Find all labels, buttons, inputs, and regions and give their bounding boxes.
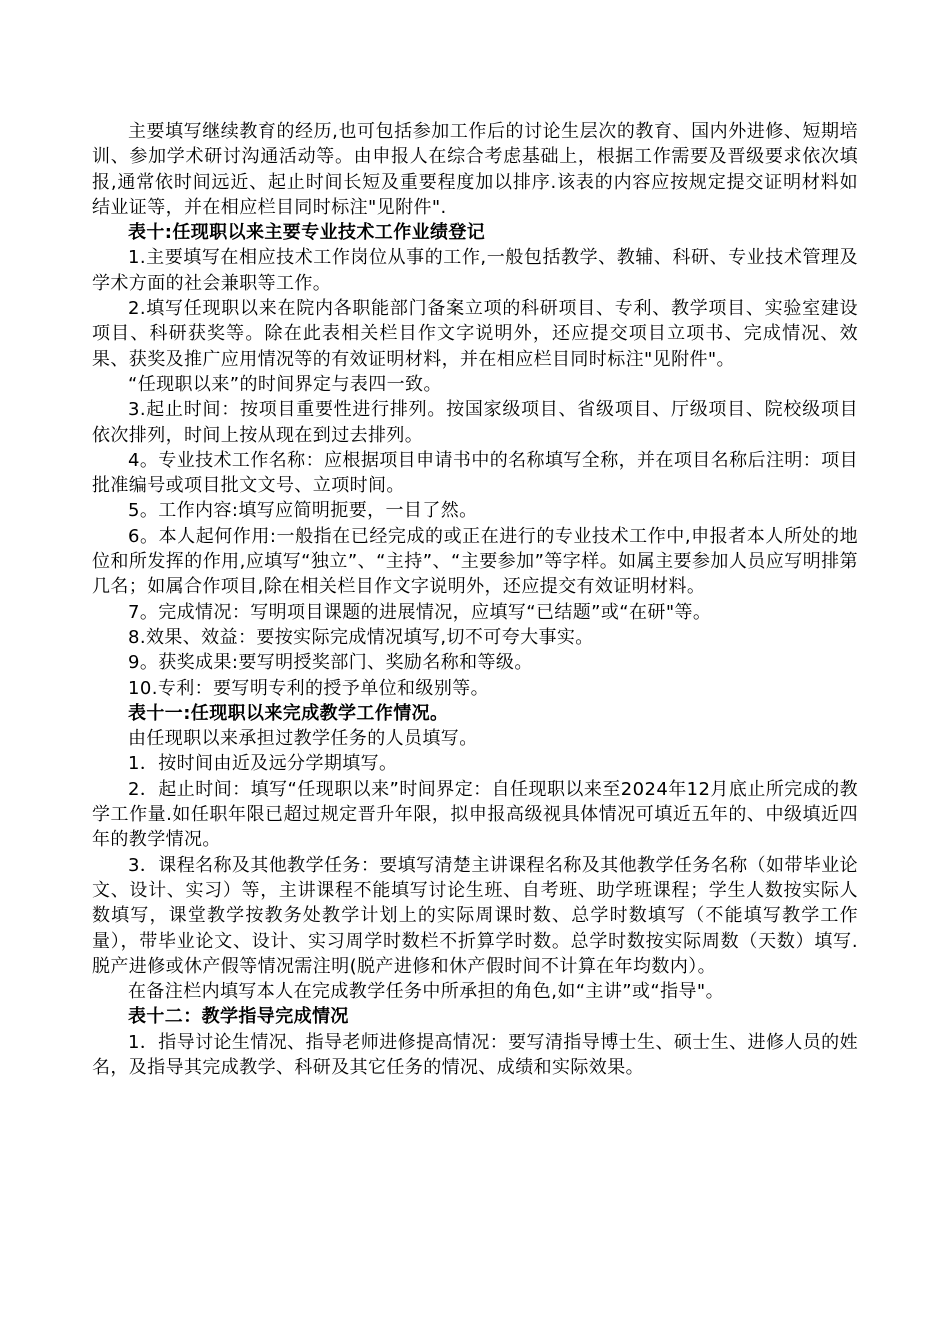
paragraph-t10-item-1: 1.主要填写在相应技术工作岗位从事的工作,一般包括教学、教辅、科研、专业技术管理及学术方面的社会兼职等工作。 [92,247,858,294]
paragraph-t11-remarks: 在备注栏内填写本人在完成教学任务中所承担的角色,如“主讲”或“指导"。 [128,981,724,1003]
paragraph-t11-intro: 由任现职以来承担过教学任务的人员填写。 [128,728,478,750]
paragraph-t11-item-3: 3．课程名称及其他教学任务：要填写清楚主讲课程名称及其他教学任务名称（如带毕业论文、设计、实习）等，主讲课程不能填写讨论生班、自考班、助学班课程；学生人数按实际人数填写，课堂教学按教务处教学计划上的实际周课时数、总学时数填写（不能填写教学工作量），带毕业论文、设计、实习周学时数栏不折算学时数。总学时数按实际周数（天数）填写.脱产进修或休产假等情况需注明(脱产进修和休产假时间不计算在年均数内）。 [92,854,858,977]
paragraph-t10-item-4: 4。专业技术工作名称：应根据项目申请书中的名称填写全称，并在项目名称后注明：项目批准编号或项目批文文号、立项时间。 [92,449,858,497]
paragraph-t10-item-8: 8.效果、效益：要按实际完成情况填写,切不可夸大事实。 [128,626,594,648]
paragraph-t11-item-2: 2．起止时间：填写“任现职以来”时间界定：自任现职以来至2024年12月底止所完成的教学工作量.如任职年限已超过规定晋升年限，拟申报高级视具体情况可填近五年的、中级填近四年的教学情况。 [92,778,858,851]
paragraph-t10-item-3: 3.起止时间：按项目重要性进行排列。按国家级项目、省级项目、厅级项目、院校级项目依次排列，时间上按从现在到过去排列。 [92,399,858,446]
paragraph-t12-item-1: 1．指导讨论生情况、指导老师进修提高情况：要写清指导博士生、硕士生、进修人员的姓名，及指导其完成教学、科研及其它任务的情况、成绩和实际效果。 [92,1031,858,1078]
document-page [92,119,858,1080]
paragraph-t10-item-2: 2.填写任现职以来在院内各职能部门备案立项的科研项目、专利、教学项目、实验室建设项目、科研获奖等。除在此表相关栏目作文字说明外，还应提交项目立项书、完成情况、效果、获奖及推广应用情况等的有效证明材料，并在相应栏目同时标注"见附件"。 [92,298,858,370]
heading-table-11: 表十一:任现职以来完成教学工作情况。 [128,702,449,724]
paragraph-t10-item-10: 10.专利：要写明专利的授予单位和级别等。 [128,677,490,699]
paragraph-t10-time-definition: “任现职以来”的时间界定与表四一致。 [128,373,442,395]
paragraph-t10-item-7: 7。完成情况：写明项目课题的进展情况，应填写“已结题”或“在研"等。 [128,601,712,623]
paragraph-continuing-education: 主要填写继续教育的经历,也可包括参加工作后的讨论生层次的教育、国内外进修、短期培训、参加学术研讨沟通活动等。由申报人在综合考虑基础上，根据工作需要及晋级要求依次填报,通常依时间远近、起止时间长短及重要程度加以排序.该表的内容应按规定提交证明材料如结业证等，并在相应栏目同时标注"见附件". [92,121,858,218]
heading-table-10: 表十:任现职以来主要专业技术工作业绩登记 [128,222,486,244]
paragraph-t10-item-6: 6。本人起何作用:一般指在已经完成的或正在进行的专业技术工作中,申报者本人所处的地位和所发挥的作用,应填写“独立”、“主持”、“主要参加”等字样。如属主要参加人员应写明排第几名；如属合作项目,除在相关栏目作文字说明外，还应提交有效证明材料。 [92,525,858,598]
paragraph-t10-item-5: 5。工作内容:填写应简明扼要，一目了然。 [128,500,478,522]
paragraph-t11-item-1: 1．按时间由近及远分学期填写。 [128,753,398,775]
paragraph-t10-item-9: 9。获奖成果:要写明授奖部门、奖励名称和等级。 [128,652,533,674]
heading-table-12: 表十二：教学指导完成情况 [128,1006,349,1028]
